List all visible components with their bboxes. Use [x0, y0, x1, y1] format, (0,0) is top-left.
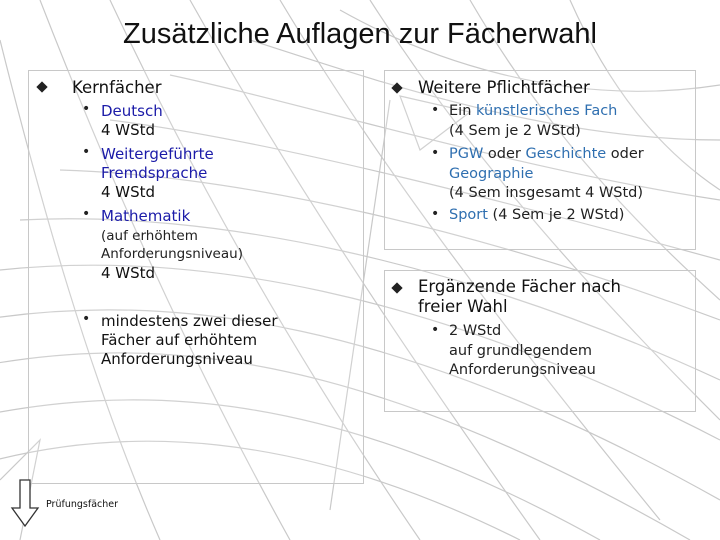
bullet-dot-icon: • [82, 311, 91, 327]
list-item-pgw: PGW oder Geschichte oder Geographie (4 Sem insgesamt 4 WStd) [449, 146, 644, 201]
pflichtfaecher-heading: Weitere Pflichtfächer [418, 78, 590, 97]
list-item-sport: Sport (4 Sem je 2 WStd) [449, 207, 625, 223]
kernfaecher-panel [28, 70, 364, 484]
list-item-wahl: 2 WStd auf grundlegendem Anforderungsniveau [449, 323, 596, 378]
bullet-dot-icon: • [82, 206, 91, 222]
mathematik-hours: 4 WStd [101, 264, 156, 282]
kernfaecher-heading: Kernfächer [72, 78, 162, 97]
link-geographie[interactable]: Geographie [449, 165, 534, 182]
slide-title: Zusätzliche Auflagen zur Fächerwahl [123, 18, 597, 50]
list-item-anforderung: mindestens zwei dieser Fächer auf erhöhtem Anforderungsniveau [101, 312, 278, 368]
mathematik-note: (auf erhöhtem Anforderungsniveau) [101, 228, 243, 262]
link-kuenstlerisches-fach[interactable]: künstlerisches Fach [476, 103, 618, 119]
bullet-dot-icon: • [431, 206, 440, 222]
bullet-dot-icon: • [431, 102, 440, 118]
link-geschichte[interactable]: Geschichte [525, 146, 607, 162]
link-sport[interactable]: Sport [449, 207, 488, 223]
wahlfaecher-heading: Ergänzende Fächer nach freier Wahl [418, 277, 621, 316]
list-item-mathematik: Mathematik [101, 207, 191, 225]
bullet-dot-icon: • [82, 144, 91, 160]
pruefungsfaecher-label: Prüfungsfächer [46, 499, 119, 510]
list-item-fremdsprache: Weitergeführte Fremdsprache 4 WStd [101, 145, 214, 201]
link-pgw[interactable]: PGW [449, 146, 484, 162]
bullet-dot-icon: • [431, 145, 440, 161]
list-item-kunst: Ein künstlerisches Fach (4 Sem je 2 WStd) [449, 103, 618, 139]
list-item-deutsch: Deutsch 4 WStd [101, 102, 163, 139]
bullet-dot-icon: • [82, 101, 91, 117]
down-arrow-icon [10, 478, 40, 528]
bullet-dot-icon: • [431, 322, 440, 338]
